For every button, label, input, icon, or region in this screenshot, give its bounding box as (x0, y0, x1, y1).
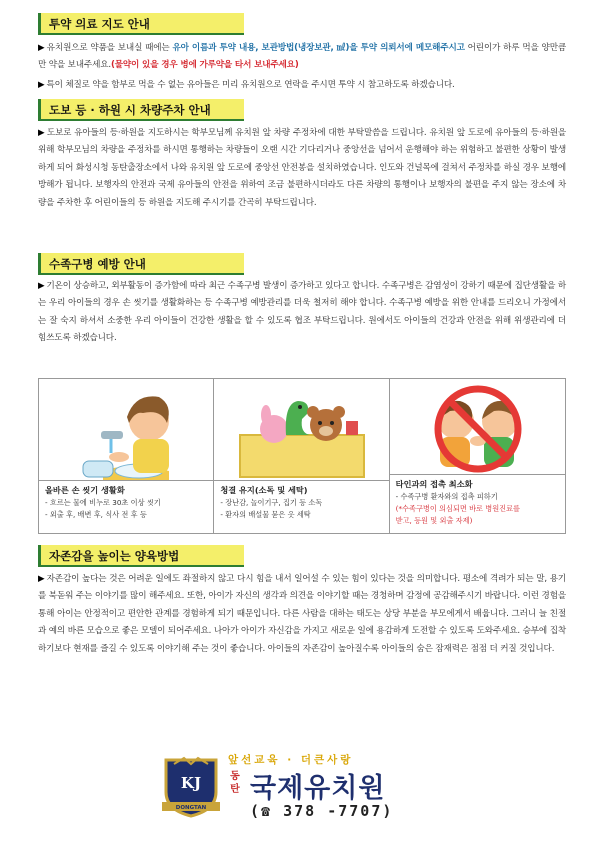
parking-paragraph (38, 125, 566, 212)
handwashing-illustration (39, 379, 213, 481)
medication-highlight-blue: 유아 이름과 투약 내용, 보관방법(냉장보관, ㎖)을 투약 의뢰서에 메모해주시고 (172, 43, 465, 53)
self-esteem-paragraph (38, 571, 566, 658)
illustration-2-title: 청결 유지(소독 및 세탁) (220, 485, 308, 495)
illustration-3-line-1: - 수족구병 환자와의 접촉 피하기 (395, 492, 498, 501)
school-footer (160, 752, 440, 824)
medication-highlight-red: (물약이 있을 경우 병에 가루약을 타서 보내주세요) (110, 60, 299, 71)
illustration-2-line-2: - 환자의 배설물 묻은 옷 세탁 (220, 510, 311, 519)
medication-text-c: 어린이가 하루 먹을 양만큼만 약을 보내주세요. (38, 43, 566, 71)
section-title-self-esteem: 자존감을 높이는 양육방법 (38, 545, 244, 567)
section-title-hfmd: 수족구병 예방 안내 (38, 253, 244, 275)
school-phone: (☎ 378 -7707) (250, 802, 394, 820)
school-slogan-full: 앞선교육 · 더큰사랑 (228, 754, 354, 766)
prevention-illustration-table (38, 378, 566, 534)
illustration-contact (390, 379, 565, 533)
medication-text-2: 특이 체질로 약을 함부로 먹을 수 없는 유아들은 미리 유치원으로 연락을 주시면 투약 시 참고하도록 하겠습니다. (46, 80, 455, 90)
self-esteem-text: 자존감이 높다는 것은 어려운 일에도 좌절하지 않고 다시 힘을 내서 일어설 수 있는 힘이 있다는 것을 의미합니다. 평소에 격려가 되는 말, 용기를 북돋워 주는 이야기를 많이 해주세요. 또한, 아이가 자신의 생각과 의견을 이야기할 때는 경청하며 감정에 공감해주시기 바랍니다. 이런 경험을 통해 아이는 안정적이고 편안한 관계를 경험하게 되기 때문입니다. 다른 사람을 대하는 태도는 상당 부분을 부모에게서 배웁니다. 그러니 늘 친절과 예의 바른 모습으로 좋은 모델이 되어주세요. 나아가 아이가 자신감을 가지고 새로운 일에 용감하게 도전할 수 있도록 도와주세요. 승부에 집착하기보다 현재를 즐길 수 있도록 이야기해 주는 것이 좋습니다. 아이들의 자존감이 높아질수록 아이들의 숨은 잠재력은 점점 더 커질 것입니다. (38, 574, 567, 654)
hfmd-text: 기온이 상승하고, 외부활동이 증가함에 따라 최근 수족구병 발생이 증가하고 있다고 합니다. 수족구병은 감염성이 강하기 때문에 집단생활을 하는 우리 아이들의 경우 손 씻기를 생활화하는 등 수족구병 예방관리를 더욱 철저히 해야 합니다. 수족구병 예방을 위한 안내를 드리오니 가정에서는 잘 숙지 하셔서 소중한 우리 아이들이 건강한 생활을 할 수 있도록 협조 부탁드립니다. 원에서도 아이들의 건강과 안전을 위해 위생관리에 더 힘쓰도록 하겠습니다. (38, 281, 566, 344)
illustration-3-red-line-1: (*수족구병이 의심되면 바로 병원진료를 (395, 504, 520, 513)
bullet-icon: ▶ (38, 281, 45, 291)
bullet-icon: ▶ (38, 80, 45, 90)
illustration-cleaning (214, 379, 389, 533)
no-contact-illustration (390, 379, 565, 475)
illustration-3-title: 타인과의 접촉 최소화 (395, 479, 473, 489)
medication-text-a: 유치원으로 약품을 보내실 때에는 (46, 43, 173, 53)
school-name: 국제유치원 (250, 773, 386, 804)
illustration-1-line-1: - 흐르는 물에 비누로 30초 이상 씻기 (45, 498, 161, 507)
bullet-icon: ▶ (38, 574, 45, 584)
section-title-medication: 투약 의료 지도 안내 (38, 13, 244, 35)
toybox-illustration (214, 379, 388, 481)
school-logo (160, 754, 222, 820)
illustration-2-line-1: - 장난감, 놀이기구, 집기 등 소독 (220, 498, 323, 507)
illustration-1-title: 올바른 손 씻기 생활화 (45, 485, 125, 495)
parking-text: 도보로 유아들의 등·하원을 지도하시는 학부모님께 유치원 앞 차량 주정차에 대한 부탁말씀을 드립니다. 유치원 앞 도로에 유아들의 등·하원을 위해 학부모님의 차량을 주정차를 하시면 통행하는 차량들이 오랜 시간 기다리거나 중앙선을 넘어서 운행해야 하는 위험하고 불편한 상황이 발생 하게 되어 화성시청 동탄출장소에서 나와 유치원 앞 도로에 중앙선 안전봉을 설치하였습니다. 인도와 건널목에 걸쳐서 주정차를 하실 경우 보행에 방해가 됩니다. 보행자의 안전과 국제 유아들의 안전을 위하여 조금 불편하시더라도 다른 차량의 통행이나 보행자의 불편을 주지 않는 장소에 차량을 주차한 후 어린이들의 등 하원을 지도해 주시기를 간곡히 부탁드립니다. (38, 128, 566, 208)
bullet-icon: ▶ (38, 128, 45, 138)
illustration-3-red-line-2: 받고, 등원 및 외출 자제) (395, 516, 473, 525)
school-location: 동탄 (230, 771, 240, 795)
hfmd-paragraph (38, 278, 566, 348)
illustration-1-line-2: - 외출 후, 배변 후, 식사 전 후 등 (45, 510, 147, 519)
logo-letters: KJ (180, 774, 202, 792)
logo-ribbon-text: DONGTAN (175, 805, 207, 811)
medication-paragraph-1 (38, 40, 566, 75)
bullet-icon: ▶ (38, 43, 45, 53)
medication-paragraph-2 (38, 77, 566, 94)
illustration-handwashing (39, 379, 214, 533)
section-title-parking: 도보 등 · 하원 시 차량주차 안내 (38, 99, 244, 121)
